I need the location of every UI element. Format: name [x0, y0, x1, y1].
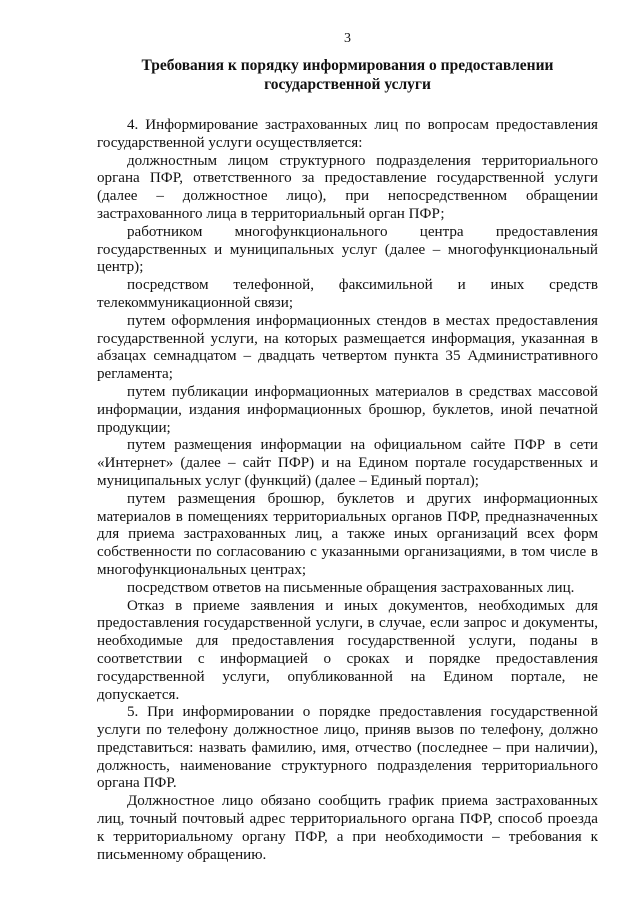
- paragraph-official: должностным лицом структурного подразделения территориального органа ПФР, ответственного за предоставление государственной услуги (далее – должностное лицо), при непосредственном обращении застрахованного лица в территориальный орган ПФР;: [97, 152, 598, 222]
- paragraph-item-4: 4. Информирование застрахованных лиц по вопросам предоставления государственной услуги осуществляется:: [97, 117, 598, 151]
- page-number: 3: [344, 31, 351, 46]
- title-line-2: государственной услуги: [264, 76, 431, 93]
- paragraph-website: путем размещения информации на официальном сайте ПФР в сети «Интернет» (далее – сайт ПФР) и на Едином портале государственных и муниципальных услуг (функций) (далее – Единый портал);: [97, 437, 598, 489]
- title-line-1: Требования к порядку информирования о предоставлении: [141, 57, 554, 74]
- document-body: [97, 117, 598, 864]
- paragraph-refusal: Отказ в приеме заявления и иных документов, необходимых для предоставления государственной услуги, в случае, если запрос и документы, необходимые для предоставления государственной услуги, поданы в соответствии с информацией о сроках и порядке предоставления государственной услуги, опубликованной на Едином портале, не допускается.: [97, 597, 598, 703]
- paragraph-item-5: 5. При информировании о порядке предоставления государственной услуги по телефону должностное лицо, приняв вызов по телефону, должно представиться: назвать фамилию, имя, отчество (последнее – при наличии), должность, наименование структурного подразделения территориального органа ПФР.: [97, 704, 598, 792]
- paragraph-stands: путем оформления информационных стендов в местах предоставления государственной услуги, на которых размещается информация, указанная в абзацах семнадцатом – двадцать четвертом пункта 35 Административного регламента;: [97, 312, 598, 383]
- paragraph-schedule: Должностное лицо обязано сообщить график приема застрахованных лиц, точный почтовый адрес территориального органа ПФР, способ проезда к территориальному органу ПФР, а при необходимости – требования к письменному обращению.: [97, 793, 598, 863]
- paragraph-telecom: посредством телефонной, факсимильной и иных средств телекоммуникационной связи;: [97, 277, 598, 311]
- document-page: [97, 30, 598, 864]
- paragraph-brochures: путем размещения брошюр, буклетов и других информационных материалов в помещениях территориальных органов ПФР, предназначенных для приема застрахованных лиц, а также иных организаций всех форм собственности по согласованию с указанными организациями, в том числе в многофункциональных центрах;: [97, 490, 598, 578]
- section-title: [97, 56, 598, 94]
- paragraph-written-replies: посредством ответов на письменные обращения застрахованных лиц.: [127, 579, 575, 596]
- paragraph-publications: путем публикации информационных материалов в средствах массовой информации, издания информационных брошюр, буклетов, иной печатной продукции;: [97, 383, 598, 436]
- paragraph-mfc-worker: работником многофункционального центра предоставления государственных и муниципальных услуг (далее – многофункциональный центр);: [97, 223, 598, 276]
